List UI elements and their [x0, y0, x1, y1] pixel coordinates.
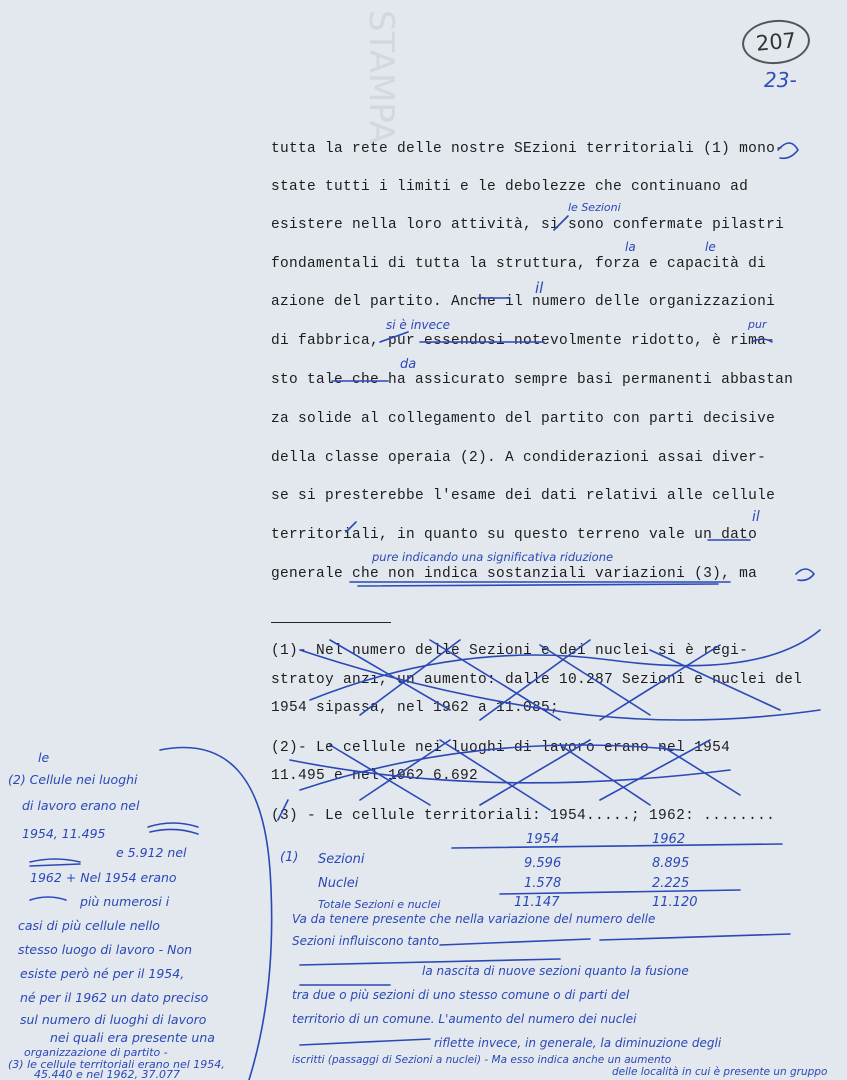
margin-note-line: casi di più cellule nello — [18, 918, 160, 933]
body-line: sto tale che ha assicurato sempre basi permanenti abbastan — [271, 372, 794, 388]
footnote-line: (1)- Nel numero delle Sezioni e dei nuclei si è regi- — [271, 643, 749, 659]
margin-note-line: organizzazione di partito - — [24, 1046, 168, 1059]
interlinear-edit: il — [752, 509, 760, 525]
interlinear-edit: le Sezioni — [568, 201, 621, 214]
table-cell: 2.225 — [652, 876, 690, 891]
footnote-line: stratoy anzi, un aumento: dalle 10.287 Sezioni e nuclei del — [271, 672, 803, 688]
table-cell: 8.895 — [652, 856, 690, 871]
body-line: azione del partito. Anche il numero delle organizzazioni — [271, 294, 776, 310]
table-row-label: Totale Sezioni e nuclei — [318, 898, 441, 911]
body-line: za solide al collegamento del partito con parti decisive — [271, 411, 776, 427]
bottom-note-line: delle località in cui è presente un gruppo — [612, 1066, 828, 1078]
body-line: fondamentali di tutta la struttura, forza e capacità di — [271, 256, 767, 272]
body-line: di fabbrica, pur essendosi notevolmente ridotto, è rima- — [271, 333, 776, 349]
footnote-line: (2)- Le cellule nei luoghi di lavoro erano nel 1954 — [271, 740, 731, 756]
interlinear-edit: da — [400, 357, 417, 372]
table-row-label: Nuclei — [318, 876, 359, 891]
margin-note-line: le — [38, 750, 50, 765]
margin-note-line: (2) Cellule nei luoghi — [8, 772, 138, 787]
footnote-separator — [271, 622, 391, 623]
body-line: tutta la rete delle nostre SEzioni territoriali (1) mono- — [271, 141, 785, 157]
bottom-note-line: territorio di un comune. L'aumento del numero dei nuclei — [292, 1012, 637, 1026]
interlinear-edit: pur — [748, 318, 767, 331]
bottom-note-line: riflette invece, in generale, la diminuzione degli — [434, 1036, 722, 1050]
margin-note-line: 45.440 e nel 1962, 37.077 — [34, 1068, 181, 1080]
faint-stamp-mark — [350, 0, 440, 330]
margin-note-line: 1954, 11.495 — [22, 826, 106, 841]
margin-note-line: 1962 + Nel 1954 erano — [30, 870, 177, 885]
margin-note-line: sul numero di luoghi di lavoro — [20, 1012, 207, 1027]
footnote-line: 11.495 e nel 1962 6.692 — [271, 768, 479, 784]
body-line: della classe operaia (2). A condiderazioni assai diver- — [271, 450, 767, 466]
margin-note-line: più numerosi i — [80, 894, 170, 909]
footnote-line: (3) - Le cellule territoriali: 1954.....; 1962: ........ — [271, 808, 776, 824]
interlinear-edit: il — [535, 279, 544, 297]
margin-note-line: di lavoro erano nel — [22, 798, 140, 813]
margin-note-line: stesso luogo di lavoro - Non — [18, 942, 193, 957]
folio-number: 207 — [740, 17, 812, 67]
bottom-note-line: Va da tenere presente che nella variazione del numero delle — [292, 912, 656, 926]
bottom-note-line: la nascita di nuove sezioni quanto la fusione — [422, 964, 689, 978]
margin-note-line: esiste però né per il 1954, — [20, 966, 185, 981]
body-line: esistere nella loro attività, si sono confermate pilastri — [271, 217, 785, 233]
body-line: generale che non indica sostanziali variazioni (3), ma — [271, 566, 758, 582]
interlinear-edit: pure indicando una significativa riduzione — [372, 550, 614, 564]
table-header: 1954 — [526, 832, 560, 847]
margin-note-line: né per il 1962 un dato preciso — [20, 990, 209, 1005]
bottom-note-line: Sezioni influiscono tanto — [292, 934, 440, 948]
table-cell: 11.147 — [514, 895, 560, 910]
interlinear-edit: si è invece — [386, 318, 451, 332]
margin-note-line: (3) le cellule territoriali erano nel 1954, — [8, 1058, 225, 1071]
bottom-note-line: tra due o più sezioni di uno stesso comune o di parti del — [292, 988, 630, 1002]
interlinear-edit: le — [705, 240, 716, 254]
page-number: 23- — [764, 68, 797, 92]
svg-text:STAMPA: STAMPA — [361, 10, 401, 144]
body-line: state tutti i limiti e le debolezze che continuano ad — [271, 179, 749, 195]
table-cell: 9.596 — [524, 856, 562, 871]
body-line: se si presterebbe l'esame dei dati relativi alle cellule — [271, 488, 776, 504]
table-cell: 1.578 — [524, 876, 562, 891]
footnote-line: 1954 sipassa, nel 1962 a 11.085; — [271, 700, 560, 716]
body-line: territoriali, in quanto su questo terreno vale un dato — [271, 527, 758, 543]
bottom-note-line: iscritti (passaggi di Sezioni a nuclei) - Ma esso indica anche un aumento — [292, 1054, 672, 1066]
margin-note-line: e 5.912 nel — [116, 845, 187, 860]
table-row-label: Sezioni — [318, 852, 365, 867]
interlinear-edit: la — [625, 240, 636, 254]
table-label: (1) — [280, 850, 299, 865]
margin-note-line: nei quali era presente una — [50, 1030, 215, 1045]
table-cell: 11.120 — [652, 895, 698, 910]
table-header: 1962 — [652, 832, 686, 847]
